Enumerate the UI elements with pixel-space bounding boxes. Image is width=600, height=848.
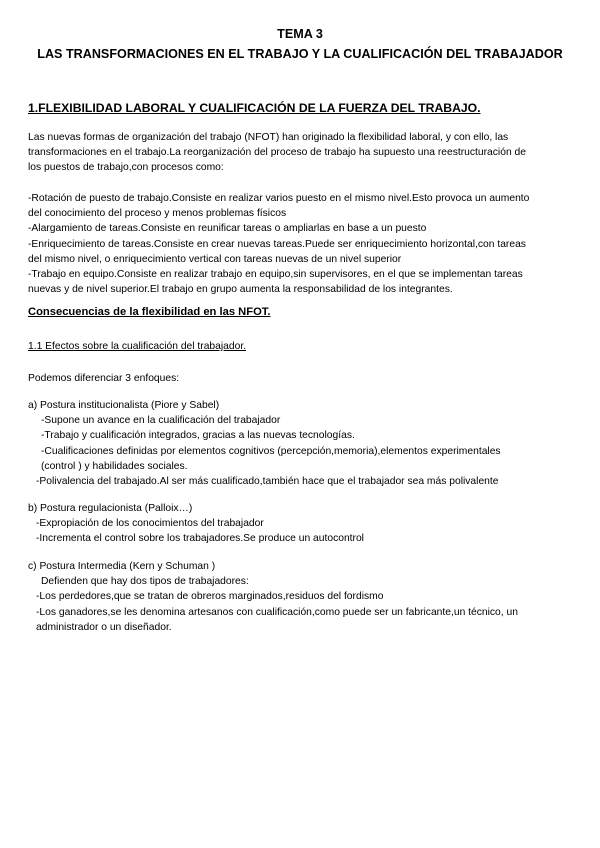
text-line: transformaciones en el trabajo.La reorganización del proceso de trabajo ha supuesto una reestructuración de [28, 147, 526, 159]
list-item: -Polivalencia del trabajado.Al ser más cualificado,también hace que el trabajador sea más polivalente [36, 476, 499, 488]
approach-a [28, 398, 573, 489]
list-item: del mismo nivel, o enriquecimiento vertical con tareas nuevas de un nivel superior [28, 253, 402, 265]
list-item: -Los ganadores,se les denomina artesanos con cualificación,como puede ser un fabricante,un técnico, un [36, 606, 518, 618]
document-title-number: TEMA 3 [277, 27, 323, 41]
list-item: -Expropiación de los conocimientos del trabajador [36, 518, 264, 530]
list-item: Defienden que hay dos tipos de trabajadores: [41, 576, 249, 588]
subsection-subheading: 1.1 Efectos sobre la cualificación del trabajador. [28, 341, 247, 352]
document-title: LAS TRANSFORMACIONES EN EL TRABAJO Y LA CUALIFICACIÓN DEL TRABAJADOR [37, 47, 563, 61]
list-item: -Alargamiento de tareas.Consiste en reunificar tareas o ampliarlas en base a un puesto [28, 223, 427, 235]
list-item: -Supone un avance en la cualificación del trabajador [41, 415, 281, 427]
intro-paragraph [28, 130, 573, 176]
list-item: -Trabajo en equipo.Consiste en realizar trabajo en equipo,sin supervisores, en el que se implementan tareas [28, 269, 523, 281]
section-heading: 1.FLEXIBILIDAD LABORAL Y CUALIFICACIÓN DE LA FUERZA DEL TRABAJO. [28, 101, 481, 115]
text-line: Las nuevas formas de organización del trabajo (NFOT) han originado la flexibilidad laboral, y con ello, las [28, 132, 509, 143]
list-item: administrador o un diseñador. [36, 621, 172, 633]
list-item: -Enriquecimiento de tareas.Consiste en crear nuevas tareas.Puede ser enriquecimiento horizontal,con tareas [28, 238, 526, 250]
lead-text: Podemos diferenciar 3 enfoques: [28, 373, 180, 384]
process-list [28, 191, 573, 297]
list-item: -Los perdedores,que se tratan de obreros marginados,residuos del fordismo [36, 591, 384, 603]
approach-c [28, 559, 573, 635]
approach-title: a) Postura institucionalista (Piore y Sabel) [28, 400, 220, 411]
list-item: -Rotación de puesto de trabajo.Consiste en realizar varios puesto en el mismo nivel.Esto provoca un aumento [28, 193, 530, 204]
list-item: -Cualificaciones definidas por elementos cognitivos (percepción,memoria),elementos experimentales [41, 445, 501, 457]
list-item: (control ) y habilidades sociales. [41, 460, 188, 472]
list-item: -Incrementa el control sobre los trabajadores.Se produce un autocontrol [36, 533, 364, 545]
list-item: -Trabajo y cualificación integrados, gracias a las nuevas tecnologías. [41, 430, 355, 442]
subsection-heading: Consecuencias de la flexibilidad en las NFOT. [28, 306, 271, 318]
list-item: del conocimiento del proceso y menos problemas físicos [28, 208, 287, 220]
list-item: nuevas y de nivel superior.El trabajo en grupo aumenta la responsabilidad de los integrantes. [28, 284, 453, 296]
text-line: los puestos de trabajo,con procesos como: [28, 162, 224, 174]
approach-title: b) Postura regulacionista (Palloix…) [28, 503, 193, 514]
approach-title: c) Postura Intermedia (Kern y Schuman ) [28, 561, 216, 572]
approach-b [28, 501, 573, 547]
